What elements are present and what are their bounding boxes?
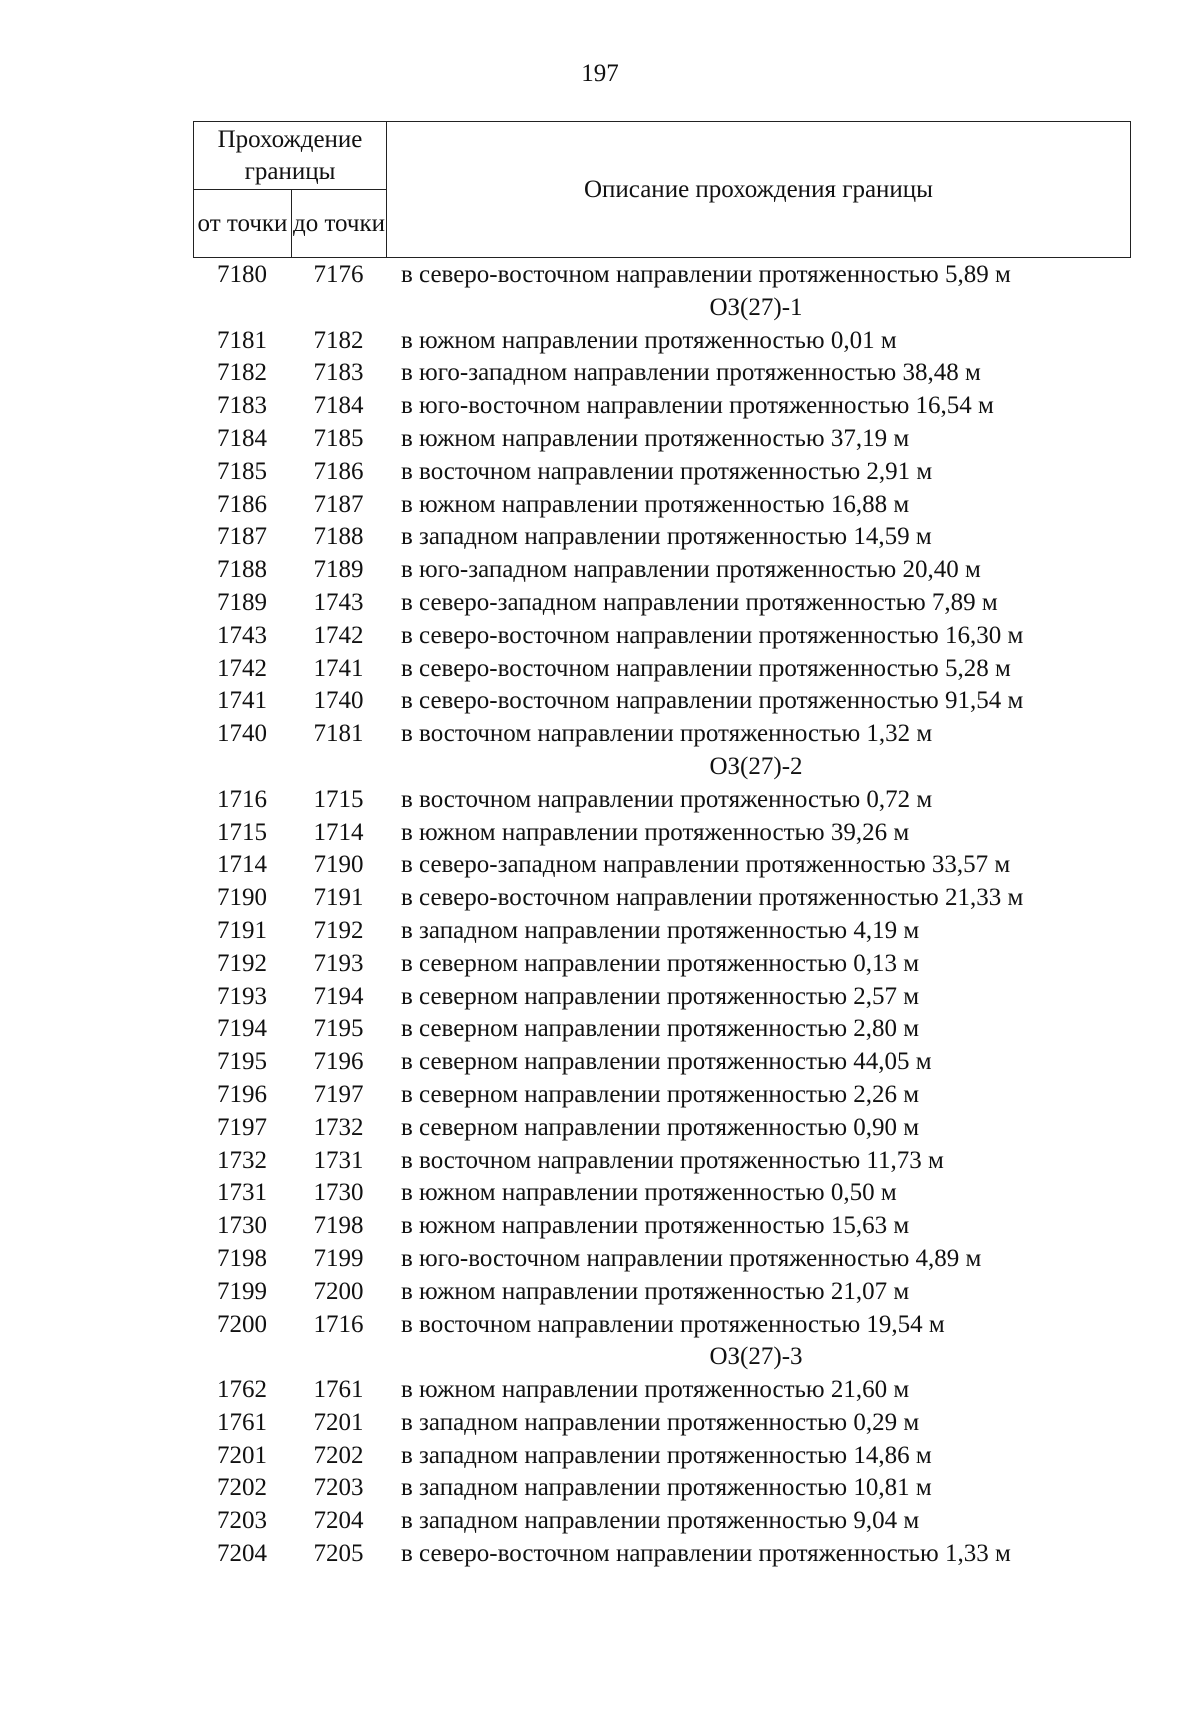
passage-description: в северном направлении протяженностью 44,05 м	[401, 1048, 932, 1076]
table-row	[193, 817, 1131, 850]
table-row	[193, 981, 1131, 1014]
from-point: 7200	[217, 1310, 267, 1338]
to-point: 7199	[313, 1244, 364, 1272]
from-point: 7195	[217, 1048, 267, 1076]
from-point: 1716	[217, 785, 267, 813]
passage-description: в северо-восточном направлении протяженностью 21,33 м	[401, 884, 1024, 912]
table-row	[193, 882, 1131, 915]
table-body	[193, 259, 1131, 1571]
from-point: 1742	[217, 654, 267, 682]
table-header	[193, 121, 1131, 258]
to-point: 7201	[313, 1408, 364, 1436]
to-point: 7187	[313, 490, 364, 518]
from-point: 7197	[217, 1113, 267, 1141]
to-point: 7197	[313, 1080, 364, 1108]
to-point: 7198	[313, 1212, 364, 1240]
from-point: 1731	[217, 1179, 267, 1207]
table-row	[193, 357, 1131, 390]
section-heading: ОЗ(27)-3	[709, 1343, 803, 1371]
table-row	[193, 456, 1131, 489]
page-number: 197	[581, 60, 619, 87]
passage-description: в юго-восточном направлении протяженностью 4,89 м	[401, 1244, 982, 1272]
table-row	[193, 948, 1131, 981]
passage-description: в западном направлении протяженностью 4,19 м	[401, 916, 920, 944]
to-point: 7204	[313, 1507, 364, 1535]
from-point: 7189	[217, 588, 267, 616]
to-point: 7200	[313, 1277, 364, 1305]
passage-description: в северном направлении протяженностью 2,57 м	[401, 982, 920, 1010]
from-point: 1761	[217, 1408, 267, 1436]
table-row	[193, 685, 1131, 718]
to-point: 1731	[313, 1146, 364, 1174]
table-row	[193, 718, 1131, 751]
to-point: 7202	[313, 1441, 364, 1469]
from-point: 7193	[217, 982, 267, 1010]
to-point: 1716	[313, 1310, 364, 1338]
table-row	[193, 1440, 1131, 1473]
from-point: 7201	[217, 1441, 267, 1469]
table-row	[193, 521, 1131, 554]
from-point: 7203	[217, 1507, 267, 1535]
passage-description: в южном направлении протяженностью 0,50 м	[401, 1179, 897, 1207]
to-point: 1715	[313, 785, 364, 813]
table-row	[193, 1112, 1131, 1145]
section-heading: ОЗ(27)-1	[709, 293, 803, 321]
to-point: 7190	[313, 851, 364, 879]
passage-description: в западном направлении протяженностью 14,86 м	[401, 1441, 932, 1469]
passage-description: в юго-восточном направлении протяженностью 16,54 м	[401, 392, 994, 420]
from-point: 7196	[217, 1080, 267, 1108]
from-point: 1741	[217, 687, 267, 715]
to-point: 7181	[313, 720, 364, 748]
to-point: 7186	[313, 457, 364, 485]
passage-description: в северо-восточном направлении протяженностью 5,28 м	[401, 654, 1011, 682]
header-from: от точки	[194, 190, 292, 258]
passage-description: в южном направлении протяженностью 37,19 м	[401, 424, 910, 452]
table-row	[193, 1407, 1131, 1440]
to-point: 1743	[313, 588, 364, 616]
passage-description: в северо-восточном направлении протяженностью 91,54 м	[401, 687, 1024, 715]
table-row	[193, 1538, 1131, 1571]
from-point: 1730	[217, 1212, 267, 1240]
header-description: Описание прохождения границы	[387, 122, 1131, 258]
passage-description: в северо-западном направлении протяженностью 7,89 м	[401, 588, 998, 616]
passage-description: в юго-западном направлении протяженностью 38,48 м	[401, 359, 981, 387]
table-row	[193, 325, 1131, 358]
passage-description: в северном направлении протяженностью 2,26 м	[401, 1080, 920, 1108]
from-point: 7180	[217, 261, 267, 288]
to-point: 7205	[313, 1540, 364, 1568]
from-point: 1740	[217, 720, 267, 748]
from-point: 7184	[217, 424, 267, 452]
to-point: 1741	[313, 654, 364, 682]
from-point: 7198	[217, 1244, 267, 1272]
passage-description: в северо-восточном направлении протяженностью 16,30 м	[401, 621, 1024, 649]
passage-description: в южном направлении протяженностью 16,88 м	[401, 490, 910, 518]
passage-description: в северном направлении протяженностью 0,13 м	[401, 949, 920, 977]
table-row	[193, 489, 1131, 522]
to-point: 7191	[313, 884, 364, 912]
from-point: 7183	[217, 392, 267, 420]
table-row	[193, 1013, 1131, 1046]
header-passage: Прохождение границы	[194, 122, 387, 190]
passage-description: в восточном направлении протяженностью 0,72 м	[401, 785, 933, 813]
passage-description: в западном направлении протяженностью 0,29 м	[401, 1408, 920, 1436]
to-point: 1761	[313, 1376, 364, 1404]
to-point: 7192	[313, 916, 364, 944]
from-point: 7194	[217, 1015, 267, 1043]
from-point: 7199	[217, 1277, 267, 1305]
table-row	[193, 1374, 1131, 1407]
passage-description: в западном направлении протяженностью 9,04 м	[401, 1507, 920, 1535]
to-point: 7196	[313, 1048, 364, 1076]
from-point: 7202	[217, 1474, 267, 1502]
to-point: 7203	[313, 1474, 364, 1502]
to-point: 7194	[313, 982, 364, 1010]
table-row	[193, 1505, 1131, 1538]
section-heading: ОЗ(27)-2	[709, 752, 803, 780]
table-row	[193, 849, 1131, 882]
to-point: 7189	[313, 556, 364, 584]
from-point: 7188	[217, 556, 267, 584]
table-row	[193, 1472, 1131, 1505]
table-row	[193, 1243, 1131, 1276]
to-point: 1740	[313, 687, 364, 715]
passage-description: в северном направлении протяженностью 2,80 м	[401, 1015, 920, 1043]
table-row	[193, 915, 1131, 948]
passage-description: в юго-западном направлении протяженностью 20,40 м	[401, 556, 981, 584]
table-row	[193, 587, 1131, 620]
from-point: 1762	[217, 1376, 267, 1404]
passage-description: в восточном направлении протяженностью 1,32 м	[401, 720, 933, 748]
from-point: 1714	[217, 851, 267, 879]
passage-description: в южном направлении протяженностью 39,26 м	[401, 818, 910, 846]
passage-description: в западном направлении протяженностью 14,59 м	[401, 523, 932, 551]
table-row	[193, 259, 1131, 292]
from-point: 7191	[217, 916, 267, 944]
from-point: 7181	[217, 326, 267, 354]
header-to: до точки	[292, 190, 387, 258]
passage-description: в восточном направлении протяженностью 11,73 м	[401, 1146, 944, 1174]
from-point: 7187	[217, 523, 267, 551]
table-row	[193, 1309, 1131, 1342]
passage-description: в западном направлении протяженностью 10,81 м	[401, 1474, 932, 1502]
to-point: 1742	[313, 621, 364, 649]
table-row	[193, 390, 1131, 423]
to-point: 7183	[313, 359, 364, 387]
table-row	[193, 1210, 1131, 1243]
to-point: 7182	[313, 326, 364, 354]
from-point: 1715	[217, 818, 267, 846]
from-point: 7192	[217, 949, 267, 977]
table-row	[193, 1079, 1131, 1112]
to-point: 7195	[313, 1015, 364, 1043]
table-row	[193, 423, 1131, 456]
to-point: 1714	[313, 818, 364, 846]
passage-description: в южном направлении протяженностью 21,60 м	[401, 1376, 910, 1404]
from-point: 7182	[217, 359, 267, 387]
table-row	[193, 1145, 1131, 1178]
passage-description: в северо-восточном направлении протяженностью 5,89 м	[401, 261, 1011, 288]
table-row	[193, 620, 1131, 653]
from-point: 1732	[217, 1146, 267, 1174]
to-point: 1732	[313, 1113, 364, 1141]
to-point: 7176	[313, 261, 364, 288]
table-row	[193, 1046, 1131, 1079]
table-row	[193, 554, 1131, 587]
passage-description: в северо-восточном направлении протяженностью 1,33 м	[401, 1540, 1011, 1568]
from-point: 7186	[217, 490, 267, 518]
table-row	[193, 784, 1131, 817]
from-point: 7185	[217, 457, 267, 485]
passage-description: в южном направлении протяженностью 0,01 м	[401, 326, 897, 354]
table-row	[193, 1177, 1131, 1210]
to-point: 7188	[313, 523, 364, 551]
to-point: 7185	[313, 424, 364, 452]
to-point: 1730	[313, 1179, 364, 1207]
passage-description: в северо-западном направлении протяженностью 33,57 м	[401, 851, 1011, 879]
passage-description: в восточном направлении протяженностью 2,91 м	[401, 457, 933, 485]
passage-description: в южном направлении протяженностью 15,63 м	[401, 1212, 910, 1240]
from-point: 1743	[217, 621, 267, 649]
from-point: 7204	[217, 1540, 267, 1568]
to-point: 7193	[313, 949, 364, 977]
passage-description: в южном направлении протяженностью 21,07 м	[401, 1277, 910, 1305]
passage-description: в северном направлении протяженностью 0,90 м	[401, 1113, 920, 1141]
from-point: 7190	[217, 884, 267, 912]
passage-description: в восточном направлении протяженностью 19,54 м	[401, 1310, 945, 1338]
to-point: 7184	[313, 392, 364, 420]
table-row	[193, 1276, 1131, 1309]
table-row	[193, 653, 1131, 686]
